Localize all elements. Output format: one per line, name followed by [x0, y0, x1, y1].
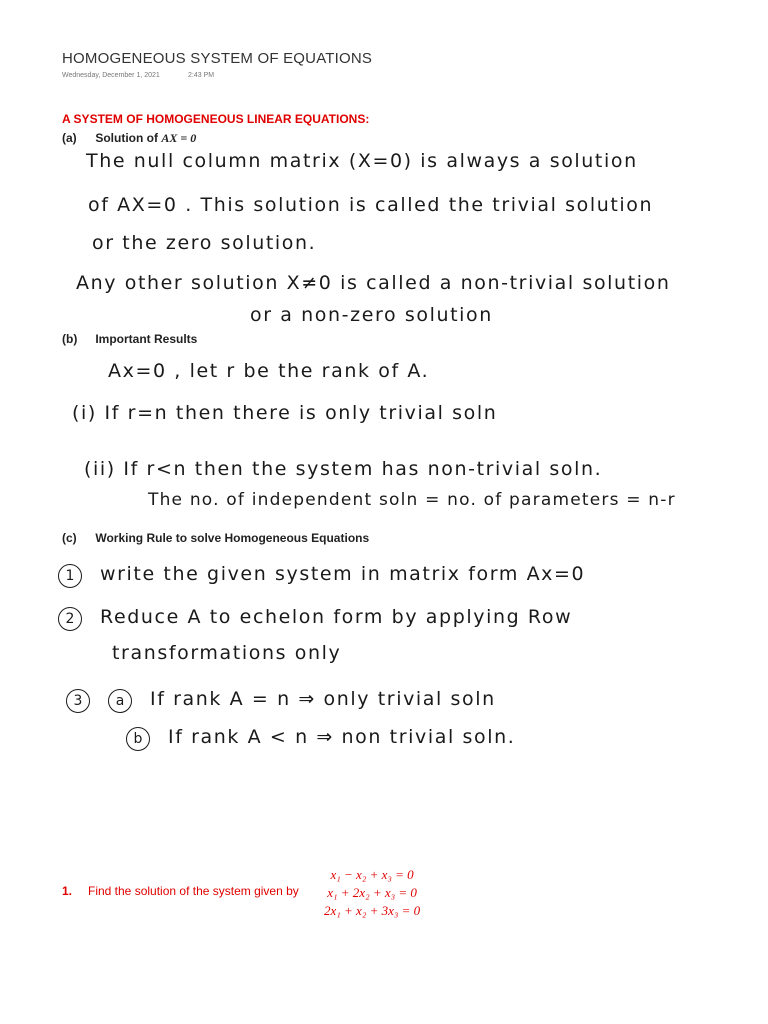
subsection-b-label: (b)	[62, 332, 78, 346]
step-number-circle: 1	[58, 564, 82, 588]
working-step-3b	[126, 726, 515, 751]
subsection-c-text: Working Rule to solve Homogeneous Equations	[95, 531, 370, 545]
handwritten-line: Ax=0 , let r be the rank of A.	[108, 360, 430, 382]
handwritten-line: or the zero solution.	[92, 232, 317, 254]
substep-letter-circle: a	[108, 689, 132, 713]
handwritten-line: or a non-zero solution	[250, 304, 493, 326]
handwritten-line: The null column matrix (X=0) is always a solution	[86, 150, 638, 172]
equation: x₁ + 2x₂ + x₃ = 0	[327, 885, 417, 900]
step-text: Reduce A to echelon form by applying Row	[100, 606, 573, 628]
subsection-b-heading	[62, 332, 197, 346]
subsection-a-label: (a)	[62, 131, 77, 145]
step-text: If rank A < n ⇒ non trivial soln.	[168, 726, 516, 748]
equation-system	[324, 866, 420, 920]
working-step-1	[58, 563, 585, 588]
working-step-3a	[66, 688, 496, 713]
subsection-b-text: Important Results	[95, 332, 198, 346]
handwritten-line: (i) If r=n then there is only trivial soln	[72, 402, 498, 424]
working-step-2-continued: transformations only	[112, 642, 342, 664]
handwritten-line: Any other solution X≠0 is called a non-trivial solution	[76, 272, 671, 294]
step-number-circle: 2	[58, 607, 82, 631]
working-step-2	[58, 606, 572, 631]
handwritten-line: The no. of independent soln = no. of parameters = n-r	[148, 490, 676, 510]
step-number-circle: 3	[66, 689, 90, 713]
step-text: write the given system in matrix form Ax=0	[100, 563, 586, 585]
subsection-a-heading	[62, 131, 196, 146]
subsection-c-label: (c)	[62, 531, 77, 545]
subsection-a-math: AX = 0	[161, 131, 197, 145]
subsection-c-heading	[62, 531, 369, 545]
subsection-a-text: Solution of	[95, 131, 158, 145]
substep-letter-circle: b	[126, 727, 150, 751]
note-date: Wednesday, December 1, 2021	[62, 72, 160, 79]
equation: x₁ − x₂ + x₃ = 0	[330, 867, 414, 882]
question-text: Find the solution of the system given by	[88, 884, 299, 898]
page-title: HOMOGENEOUS SYSTEM OF EQUATIONS	[62, 50, 373, 67]
section-heading: A SYSTEM OF HOMOGENEOUS LINEAR EQUATIONS:	[62, 112, 370, 126]
handwritten-line: of AX=0 . This solution is called the trivial solution	[88, 194, 654, 216]
step-text: If rank A = n ⇒ only trivial soln	[150, 688, 496, 710]
equation: 2x₁ + x₂ + 3x₃ = 0	[324, 903, 421, 918]
handwritten-line: (ii) If r<n then the system has non-trivial soln.	[84, 458, 603, 480]
note-time: 2:43 PM	[188, 72, 215, 79]
question-number: 1.	[62, 884, 73, 898]
